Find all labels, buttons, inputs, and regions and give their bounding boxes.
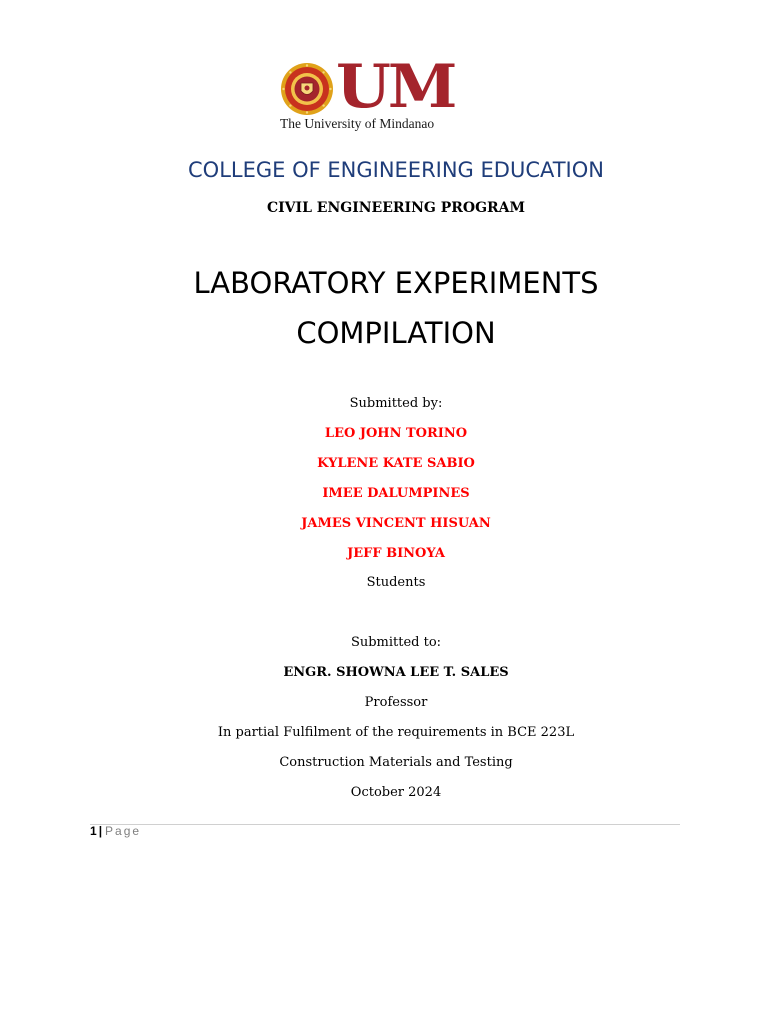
student-name: JEFF BINOYA bbox=[347, 546, 445, 561]
student-name: LEO JOHN TORINO bbox=[324, 426, 468, 441]
students-role-label: Students bbox=[366, 575, 426, 590]
logo-wordmark: UM bbox=[336, 52, 455, 122]
course-name: Construction Materials and Testing bbox=[279, 755, 513, 770]
page-number: 1 bbox=[90, 824, 97, 838]
page-label: Page bbox=[105, 824, 142, 838]
document-title-line-2: COMPILATION bbox=[296, 316, 496, 350]
page-footer bbox=[90, 823, 141, 839]
college-heading: COLLEGE OF ENGINEERING EDUCATION bbox=[188, 158, 604, 182]
university-logo bbox=[278, 52, 458, 136]
submitted-by-label: Submitted by: bbox=[349, 396, 443, 411]
program-heading: CIVIL ENGINEERING PROGRAM bbox=[266, 200, 526, 216]
student-name: KYLENE KATE SABIO bbox=[317, 456, 475, 471]
page-separator: | bbox=[98, 824, 103, 838]
student-name: IMEE DALUMPINES bbox=[322, 486, 470, 501]
submission-date: October 2024 bbox=[350, 785, 442, 800]
university-seal-icon bbox=[280, 62, 334, 116]
document-title-line-1: LABORATORY EXPERIMENTS bbox=[193, 266, 599, 300]
requirement-text: In partial Fulfilment of the requirements in BCE 223L bbox=[217, 725, 575, 740]
footer-divider bbox=[90, 824, 680, 825]
professor-name: ENGR. SHOWNA LEE T. SALES bbox=[283, 665, 509, 680]
logo-caption: The University of Mindanao bbox=[280, 116, 435, 131]
professor-role-label: Professor bbox=[364, 695, 428, 710]
student-name: JAMES VINCENT HISUAN bbox=[301, 516, 491, 531]
submitted-to-label: Submitted to: bbox=[350, 635, 442, 650]
